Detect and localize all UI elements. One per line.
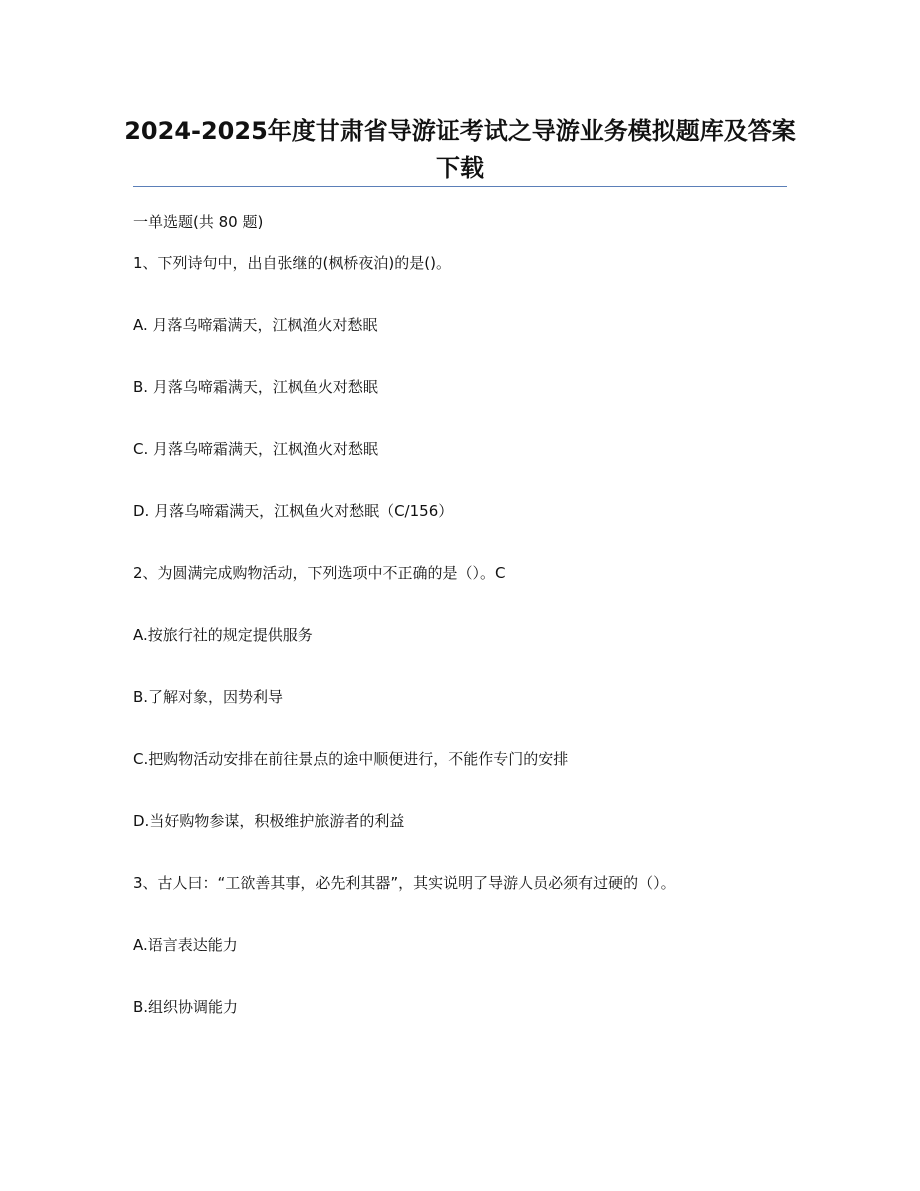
question-1-option-c: C. 月落乌啼霜满天，江枫渔火对愁眠 [133, 440, 379, 458]
question-2-option-b: B.了解对象，因势利导 [133, 688, 284, 706]
question-3-stem: 3、古人曰：“工欲善其事，必先利其器”，其实说明了导游人员必须有过硬的（）。 [133, 874, 676, 892]
section-label: 一单选题(共 80 题) [133, 213, 264, 231]
question-2-option-c: C.把购物活动安排在前往景点的途中顺便进行，不能作专门的安排 [133, 750, 569, 768]
question-3-option-a: A.语言表达能力 [133, 936, 238, 954]
question-2-option-d: D.当好购物参谋，积极维护旅游者的利益 [133, 812, 405, 830]
question-3-option-b: B.组织协调能力 [133, 998, 239, 1016]
question-1-stem: 1、下列诗句中，出自张继的(枫桥夜泊)的是()。 [133, 254, 451, 272]
document-title: 2024-2025年度甘肃省导游证考试之导游业务模拟题库及答案下载 [124, 117, 796, 182]
question-1-option-a: A. 月落乌啼霜满天，江枫渔火对愁眠 [133, 316, 378, 334]
question-1-option-b: B. 月落乌啼霜满天，江枫鱼火对愁眠 [133, 378, 378, 396]
question-2-stem: 2、为圆满完成购物活动，下列选项中不正确的是（）。C [133, 564, 506, 582]
question-2-option-a: A.按旅行社的规定提供服务 [133, 626, 313, 644]
question-1-option-d: D. 月落乌啼霜满天，江枫鱼火对愁眠（C/156） [133, 502, 454, 520]
title-divider [133, 186, 787, 187]
